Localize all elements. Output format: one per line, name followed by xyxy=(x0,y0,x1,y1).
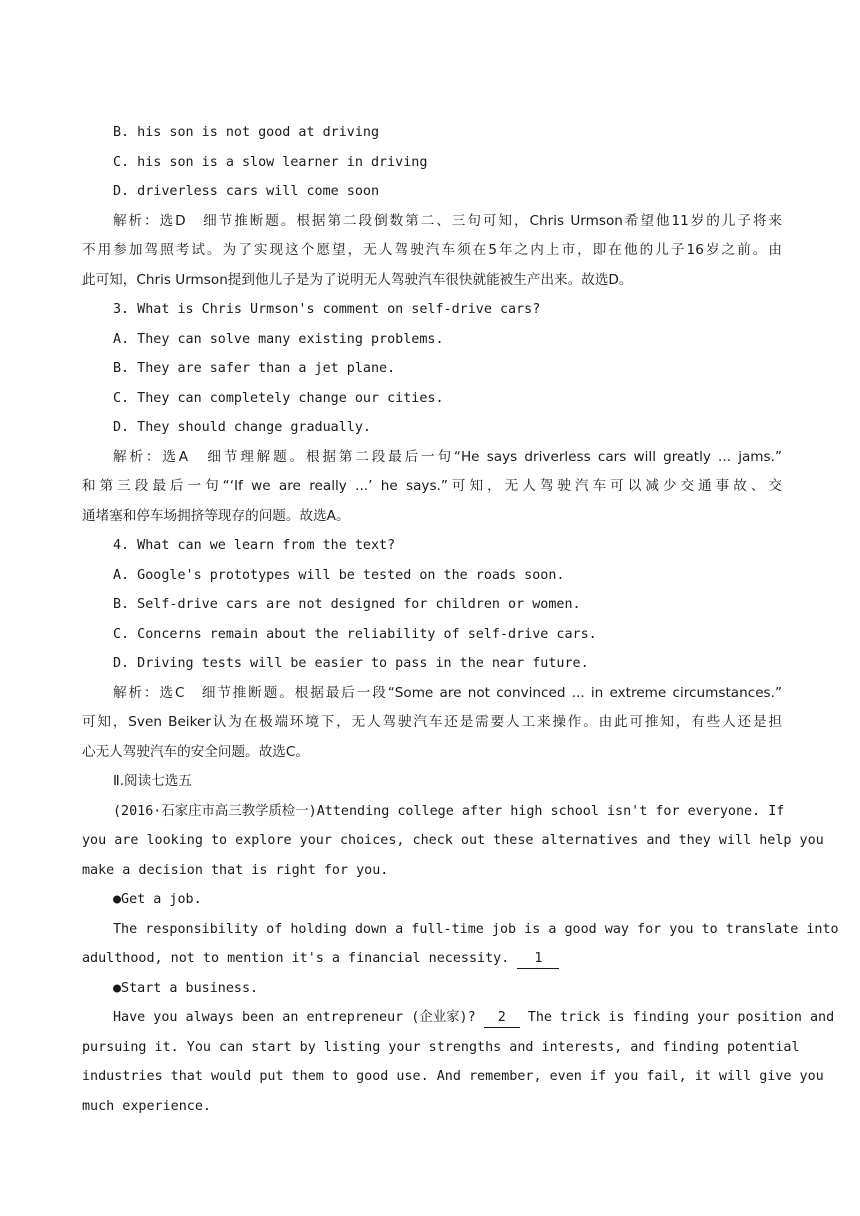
paragraph-text: Have you always been an entrepreneur (企业家)? xyxy=(113,1010,476,1025)
q3-analysis-line: 解析：选A 细节理解题。根据第二段最后一句“He says driverless cars will greatly ... jams.” xyxy=(113,448,782,465)
paragraph-line: industries that would put them to good use. And remember, even if you fail, it will give you xyxy=(82,1069,824,1084)
paragraph-line xyxy=(82,1003,835,1033)
paragraph-line: much experience. xyxy=(82,1098,211,1114)
q4-option-d: D. Driving tests will be easier to pass in the near future. xyxy=(113,656,589,671)
q2-analysis-line: 解析：选D 细节推断题。根据第二段倒数第二、三句可知，Chris Urmson希望他11岁的儿子将来 xyxy=(113,212,782,229)
q2-option-b: B. his son is not good at driving xyxy=(113,125,380,140)
q4-option-c: C. Concerns remain about the reliability of self-drive cars. xyxy=(113,626,597,642)
q3-option-c: C. They can completely change our cities. xyxy=(113,390,444,406)
q2-analysis-line: 不用参加驾照考试。为了实现这个愿望，无人驾驶汽车须在5年之内上市，即在他的儿子16岁之前。由 xyxy=(82,242,782,258)
passage-intro-line: you are looking to explore your choices, check out these alternatives and they will help you xyxy=(82,833,824,848)
q4-analysis-line: 可知，Sven Beiker认为在极端环境下，无人驾驶汽车还是需要人工来操作。由此可推知，有些人还是担 xyxy=(82,714,782,730)
document-content xyxy=(82,118,839,1121)
q3-option-a: A. They can solve many existing problems. xyxy=(113,331,444,347)
section-heading: Ⅱ.阅读七选五 xyxy=(113,773,192,789)
bullet-heading-get-a-job: ●Get a job. xyxy=(113,892,202,907)
answer-blank-2: 2 xyxy=(484,1009,520,1028)
paragraph-text: The trick is finding your position and xyxy=(527,1010,835,1025)
q4-option-a: A. Google's prototypes will be tested on the roads soon. xyxy=(113,567,565,583)
q3-analysis-line: 和第三段最后一句“‘If we are really ...’ he says.”可知，无人驾驶汽车可以减少交通事故、交 xyxy=(82,478,782,494)
q2-option-c: C. his son is a slow learner in driving xyxy=(113,154,428,170)
q4-option-b: B. Self-drive cars are not designed for children or women. xyxy=(113,597,581,612)
answer-blank-1: 1 xyxy=(517,950,559,969)
q4-question: 4. What can we learn from the text? xyxy=(113,538,396,553)
paragraph-line: The responsibility of holding down a full-time job is a good way for you to translate into xyxy=(113,921,839,937)
q4-analysis-line: 心无人驾驶汽车的安全问题。故选C。 xyxy=(82,743,309,760)
q3-option-d: D. They should change gradually. xyxy=(113,420,371,435)
passage-intro-line: make a decision that is right for you. xyxy=(82,862,389,878)
bullet-heading-start-a-business: ●Start a business. xyxy=(113,980,259,996)
paragraph-text: adulthood, not to mention it's a financial necessity. xyxy=(82,951,510,966)
q4-analysis-line: 解析：选C 细节推断题。根据最后一段“Some are not convinced ... in extreme circumstances.” xyxy=(113,684,782,701)
q3-question: 3. What is Chris Urmson's comment on self-drive cars? xyxy=(113,302,541,317)
passage-intro-line: (2016·石家庄市高三教学质检一)Attending college after high school isn't for everyone. If xyxy=(113,803,785,819)
q2-option-d: D. driverless cars will come soon xyxy=(113,184,380,199)
paragraph-line: pursuing it. You can start by listing your strengths and interests, and finding potential xyxy=(82,1039,800,1055)
q3-analysis-line: 通堵塞和停车场拥挤等现存的问题。故选A。 xyxy=(82,507,350,524)
paragraph-line xyxy=(82,944,782,974)
q3-option-b: B. They are safer than a jet plane. xyxy=(113,361,396,376)
q2-analysis-line: 此可知，Chris Urmson提到他儿子是为了说明无人驾驶汽车很快就能被生产出来。故选D。 xyxy=(82,271,633,288)
